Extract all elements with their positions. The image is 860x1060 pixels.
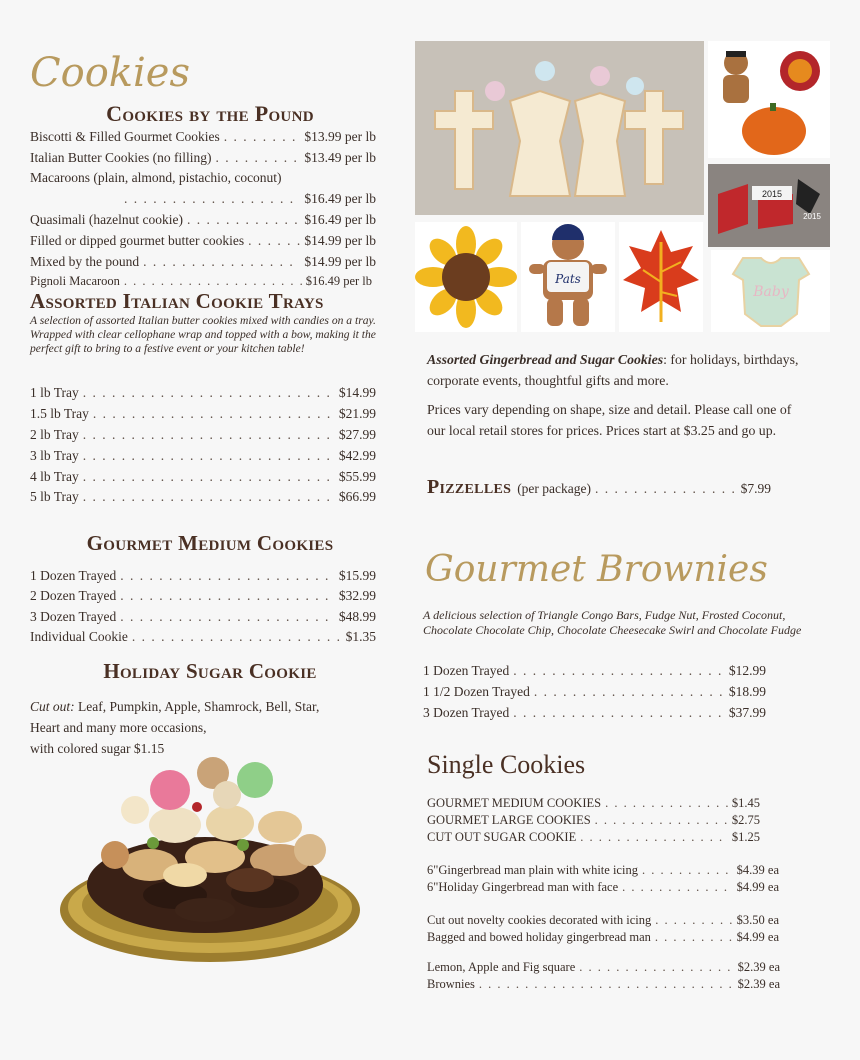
pats-gingerbread-photo (521, 222, 615, 332)
photo-year-text: 2015 (803, 212, 821, 221)
item-price: $12.99 (728, 663, 766, 678)
item-price: $16.49 per lb (304, 191, 376, 206)
item-price: $16.49 per lb (304, 212, 376, 227)
item-name: 1 Dozen Trayed (423, 663, 510, 678)
item-price: $1.25 (731, 830, 760, 844)
list-item (30, 129, 376, 145)
trays-description: A selection of assorted Italian butter cookies mixed with candies on a tray. Wrapped with clear cellophane wrap and topped with a bow, making it the perfect gift to bring to a festive event or your kitchen table! (30, 314, 376, 355)
photo-pats-text: Pats (555, 272, 581, 286)
list-item (427, 796, 760, 811)
list-item (423, 663, 766, 679)
list-item (30, 609, 376, 625)
holiday-heading: Holiday Sugar Cookie (103, 659, 317, 683)
item-name: Bagged and bowed holiday gingerbread man (427, 930, 651, 944)
item-price: $32.99 (338, 588, 376, 603)
pizzelles-name: Pizzelles (427, 476, 512, 498)
item-price: $66.99 (338, 489, 376, 504)
item-name: 1 Dozen Trayed (30, 568, 117, 583)
item-name: Cut out novelty cookies decorated with icing (427, 913, 652, 927)
brownies-description: A delicious selection of Triangle Congo Bars, Fudge Nut, Frosted Coconut, Chocolate Chocolate Chip, Chocolate Cheesecake Swirl and Chocolate Fudge (423, 608, 802, 637)
list-item (30, 489, 376, 505)
baby-onesie-cookie-photo (711, 250, 830, 332)
list-item (30, 254, 376, 270)
cookie-tray-photo (55, 745, 370, 970)
item-name: GOURMET MEDIUM COOKIES (427, 796, 602, 810)
list-item (30, 150, 376, 166)
pizzelles-row (427, 476, 771, 499)
gingerbread-text-1: : for holidays, birthdays, corporate events, thoughtful gifts and more. (427, 352, 799, 388)
item-name: 3 Dozen Trayed (423, 705, 510, 720)
item-name: 4 lb Tray (30, 469, 79, 484)
item-name: 2 lb Tray (30, 427, 79, 442)
item-name: Filled or dipped gourmet butter cookies (30, 233, 245, 248)
item-price: $2.39 ea (737, 960, 780, 974)
pizzelles-price: $7.99 (740, 481, 771, 496)
item-price: $13.99 per lb (304, 129, 376, 144)
item-price: $14.99 per lb (304, 254, 376, 269)
list-item (30, 212, 376, 228)
item-name: 3 lb Tray (30, 448, 79, 463)
item-name: 1.5 lb Tray (30, 406, 89, 421)
item-price: $14.99 per lb (304, 233, 376, 248)
list-item (427, 813, 760, 828)
brownies-script-title: Gourmet Brownies (425, 549, 768, 590)
item-price: $4.39 ea (736, 863, 779, 877)
item-name: CUT OUT SUGAR COOKIE (427, 830, 577, 844)
item-price: $2.39 ea (737, 977, 780, 991)
item-price: $18.99 (728, 684, 766, 699)
item-price: $1.45 (731, 796, 760, 810)
item-name: Pignoli Macaroon (30, 274, 120, 288)
item-price: $21.99 (338, 406, 376, 421)
list-item (427, 913, 779, 928)
holiday-line-2: Heart and many more occasions, (30, 720, 207, 735)
graduation-cookies-photo (708, 164, 830, 247)
pizzelles-qualifier: (per package) (517, 481, 592, 496)
photo-year-text: 2015 (761, 189, 783, 199)
item-price: $4.99 ea (736, 880, 779, 894)
item-name: Italian Butter Cookies (no filling) (30, 150, 212, 165)
item-price: $14.99 (338, 385, 376, 400)
single-cookies-title: Single Cookies (427, 750, 586, 779)
holiday-line-3: with colored sugar $1.15 (30, 741, 165, 756)
item-price: $55.99 (338, 469, 376, 484)
photo-baby-text: Baby (753, 284, 789, 300)
item-name: 6"Gingerbread man plain with white icing (427, 863, 638, 877)
item-name: Individual Cookie (30, 629, 128, 644)
cookies-script-title: Cookies (30, 50, 190, 96)
list-item (423, 705, 766, 721)
list-item (30, 274, 372, 289)
item-name: Brownies (427, 977, 475, 991)
gingerbread-description (427, 349, 807, 391)
trays-heading: Assorted Italian Cookie Trays (30, 289, 324, 313)
list-item (423, 684, 766, 700)
list-item (30, 448, 376, 464)
item-price: $42.99 (338, 448, 376, 463)
sunflower-cookie-photo (415, 222, 517, 332)
list-item (427, 960, 780, 975)
item-name: 6"Holiday Gingerbread man with face (427, 880, 619, 894)
holiday-line-1: Leaf, Pumpkin, Apple, Shamrock, Bell, Star, (78, 699, 320, 714)
item-price: $2.75 (731, 813, 760, 827)
item-name: Mixed by the pound (30, 254, 140, 269)
list-item (30, 385, 376, 401)
christening-cookies-photo (415, 41, 704, 215)
item-price: $4.99 ea (736, 930, 779, 944)
list-item (120, 191, 376, 207)
list-item (427, 863, 779, 878)
item-price: $1.35 (345, 629, 376, 644)
item-name: 2 Dozen Trayed (30, 588, 117, 603)
item-price: $37.99 (728, 705, 766, 720)
list-item (30, 469, 376, 485)
list-item (30, 588, 376, 604)
item-name: Lemon, Apple and Fig square (427, 960, 576, 974)
list-item (427, 977, 780, 992)
list-item (427, 880, 779, 895)
list-item (30, 629, 376, 645)
list-item (30, 406, 376, 422)
thanksgiving-cookies-photo (708, 41, 830, 158)
item-name: 3 Dozen Trayed (30, 609, 117, 624)
leaf-cookie-photo (619, 222, 703, 332)
gingerbread-lead: Assorted Gingerbread and Sugar Cookies (427, 352, 664, 367)
item-price: $13.49 per lb (304, 150, 376, 165)
item-name: Biscotti & Filled Gourmet Cookies (30, 129, 220, 144)
cut-out-label: Cut out: (30, 699, 75, 714)
item-price: $48.99 (338, 609, 376, 624)
item-name: Macaroons (plain, almond, pistachio, coconut) (30, 170, 282, 185)
list-item (427, 830, 760, 845)
item-price: $27.99 (338, 427, 376, 442)
item-name: 1 lb Tray (30, 385, 79, 400)
list-item (30, 568, 376, 584)
list-item (30, 427, 376, 443)
item-price: $3.50 ea (736, 913, 779, 927)
item-name: 5 lb Tray (30, 489, 79, 504)
gingerbread-price-note: Prices vary depending on shape, size and detail. Please call one of our local retail stores for prices. Prices start at $3.25 and go up. (427, 402, 792, 438)
medium-heading: Gourmet Medium Cookies (86, 531, 334, 555)
list-item (30, 233, 376, 249)
list-item (427, 930, 779, 945)
item-name: 1 1/2 Dozen Trayed (423, 684, 530, 699)
item-name: GOURMET LARGE COOKIES (427, 813, 591, 827)
item-price: $16.49 per lb (305, 274, 372, 288)
item-price: $15.99 (338, 568, 376, 583)
item-name: Quasimali (hazelnut cookie) (30, 212, 183, 227)
cookies-by-pound-heading: Cookies by the Pound (106, 101, 314, 126)
